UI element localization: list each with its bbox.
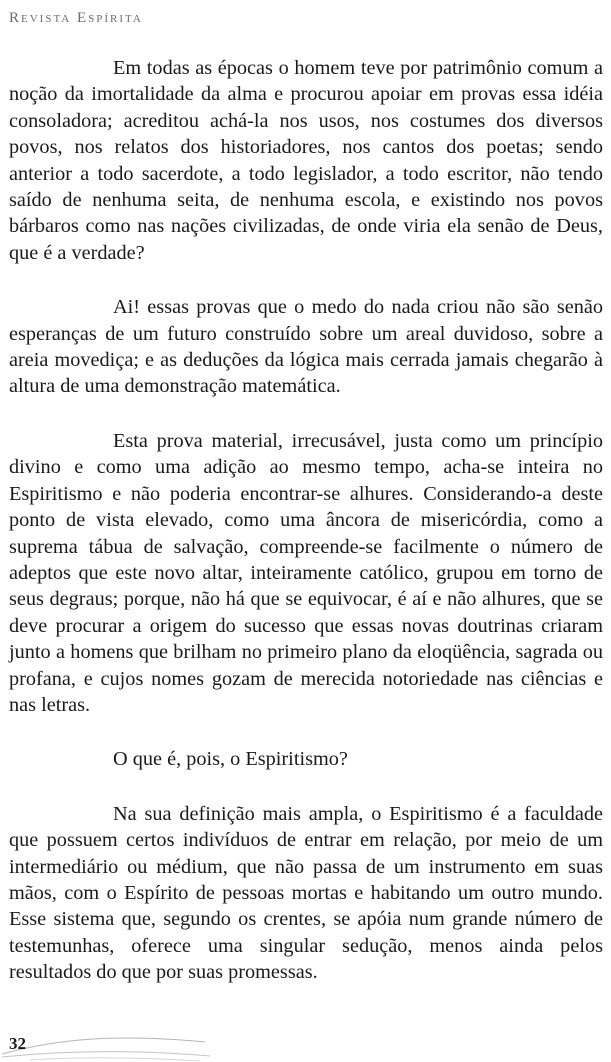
page-number: 32: [9, 1034, 26, 1053]
paragraph-3: Esta prova material, irrecusável, justa como um princípio divino e como uma adição ao mesmo tempo, acha-se inteira no Espiritismo e não poderia encontrar-se alhures. Considerando-a deste ponto de vista elevado, como uma âncora de misericórdia, como a suprema tábua de salvação, compreende-se facilmente o número de adeptos que este novo altar, inteiramente católico, grupou em torno de seus degraus; porque, não há que se equivocar, é aí e não alhures, que se deve procurar a origem do sucesso que essas novas doutrinas criaram junto a homens que brilham no primeiro plano da eloqüência, sagrada ou profana, e cujos nomes gozam de merecida notoriedade nas ciências e nas letras.: [9, 429, 603, 716]
article-body: [9, 55, 603, 986]
running-header: Revista Espírita: [9, 10, 143, 26]
decorative-swoosh-icon: [0, 1032, 220, 1062]
paragraph-5: Na sua definição mais ampla, o Espiritismo é a faculdade que possuem certos indivíduos de entrar em relação, por meio de um intermediário ou médium, que não passa de um instrumento em suas mãos, com o Espírito de pessoas mortas e habitando um outro mundo. Esse sistema que, segundo os crentes, se apóia num grande número de testemunhas, oferece uma singular sedução, menos ainda pelos resultados do que por suas promessas.: [9, 802, 603, 984]
paragraph-2: Ai! essas provas que o medo do nada criou não são senão esperanças de um futuro construído sobre um areal duvidoso, sobre a areia movediça; e as deduções da lógica mais cerrada jamais chegarão à altura de uma demonstração matemática.: [9, 296, 603, 398]
paragraph-1: Em todas as épocas o homem teve por patrimônio comum a noção da imortalidade da alma e procurou apoiar em provas essa idéia consoladora; acreditou achá-la nos usos, nos costumes dos diversos povos, nos relatos dos historiadores, nos cantos dos poetas; sendo anterior a todo sacerdote, a todo legislador, a todo escritor, não tendo saído de nenhuma seita, de nenhuma escola, e existindo nos povos bárbaros como nas nações civilizadas, de onde viria ela senão de Deus, que é a verdade?: [9, 57, 603, 264]
page-footer: [0, 1032, 611, 1062]
paragraph-4: O que é, pois, o Espiritismo?: [113, 748, 348, 771]
